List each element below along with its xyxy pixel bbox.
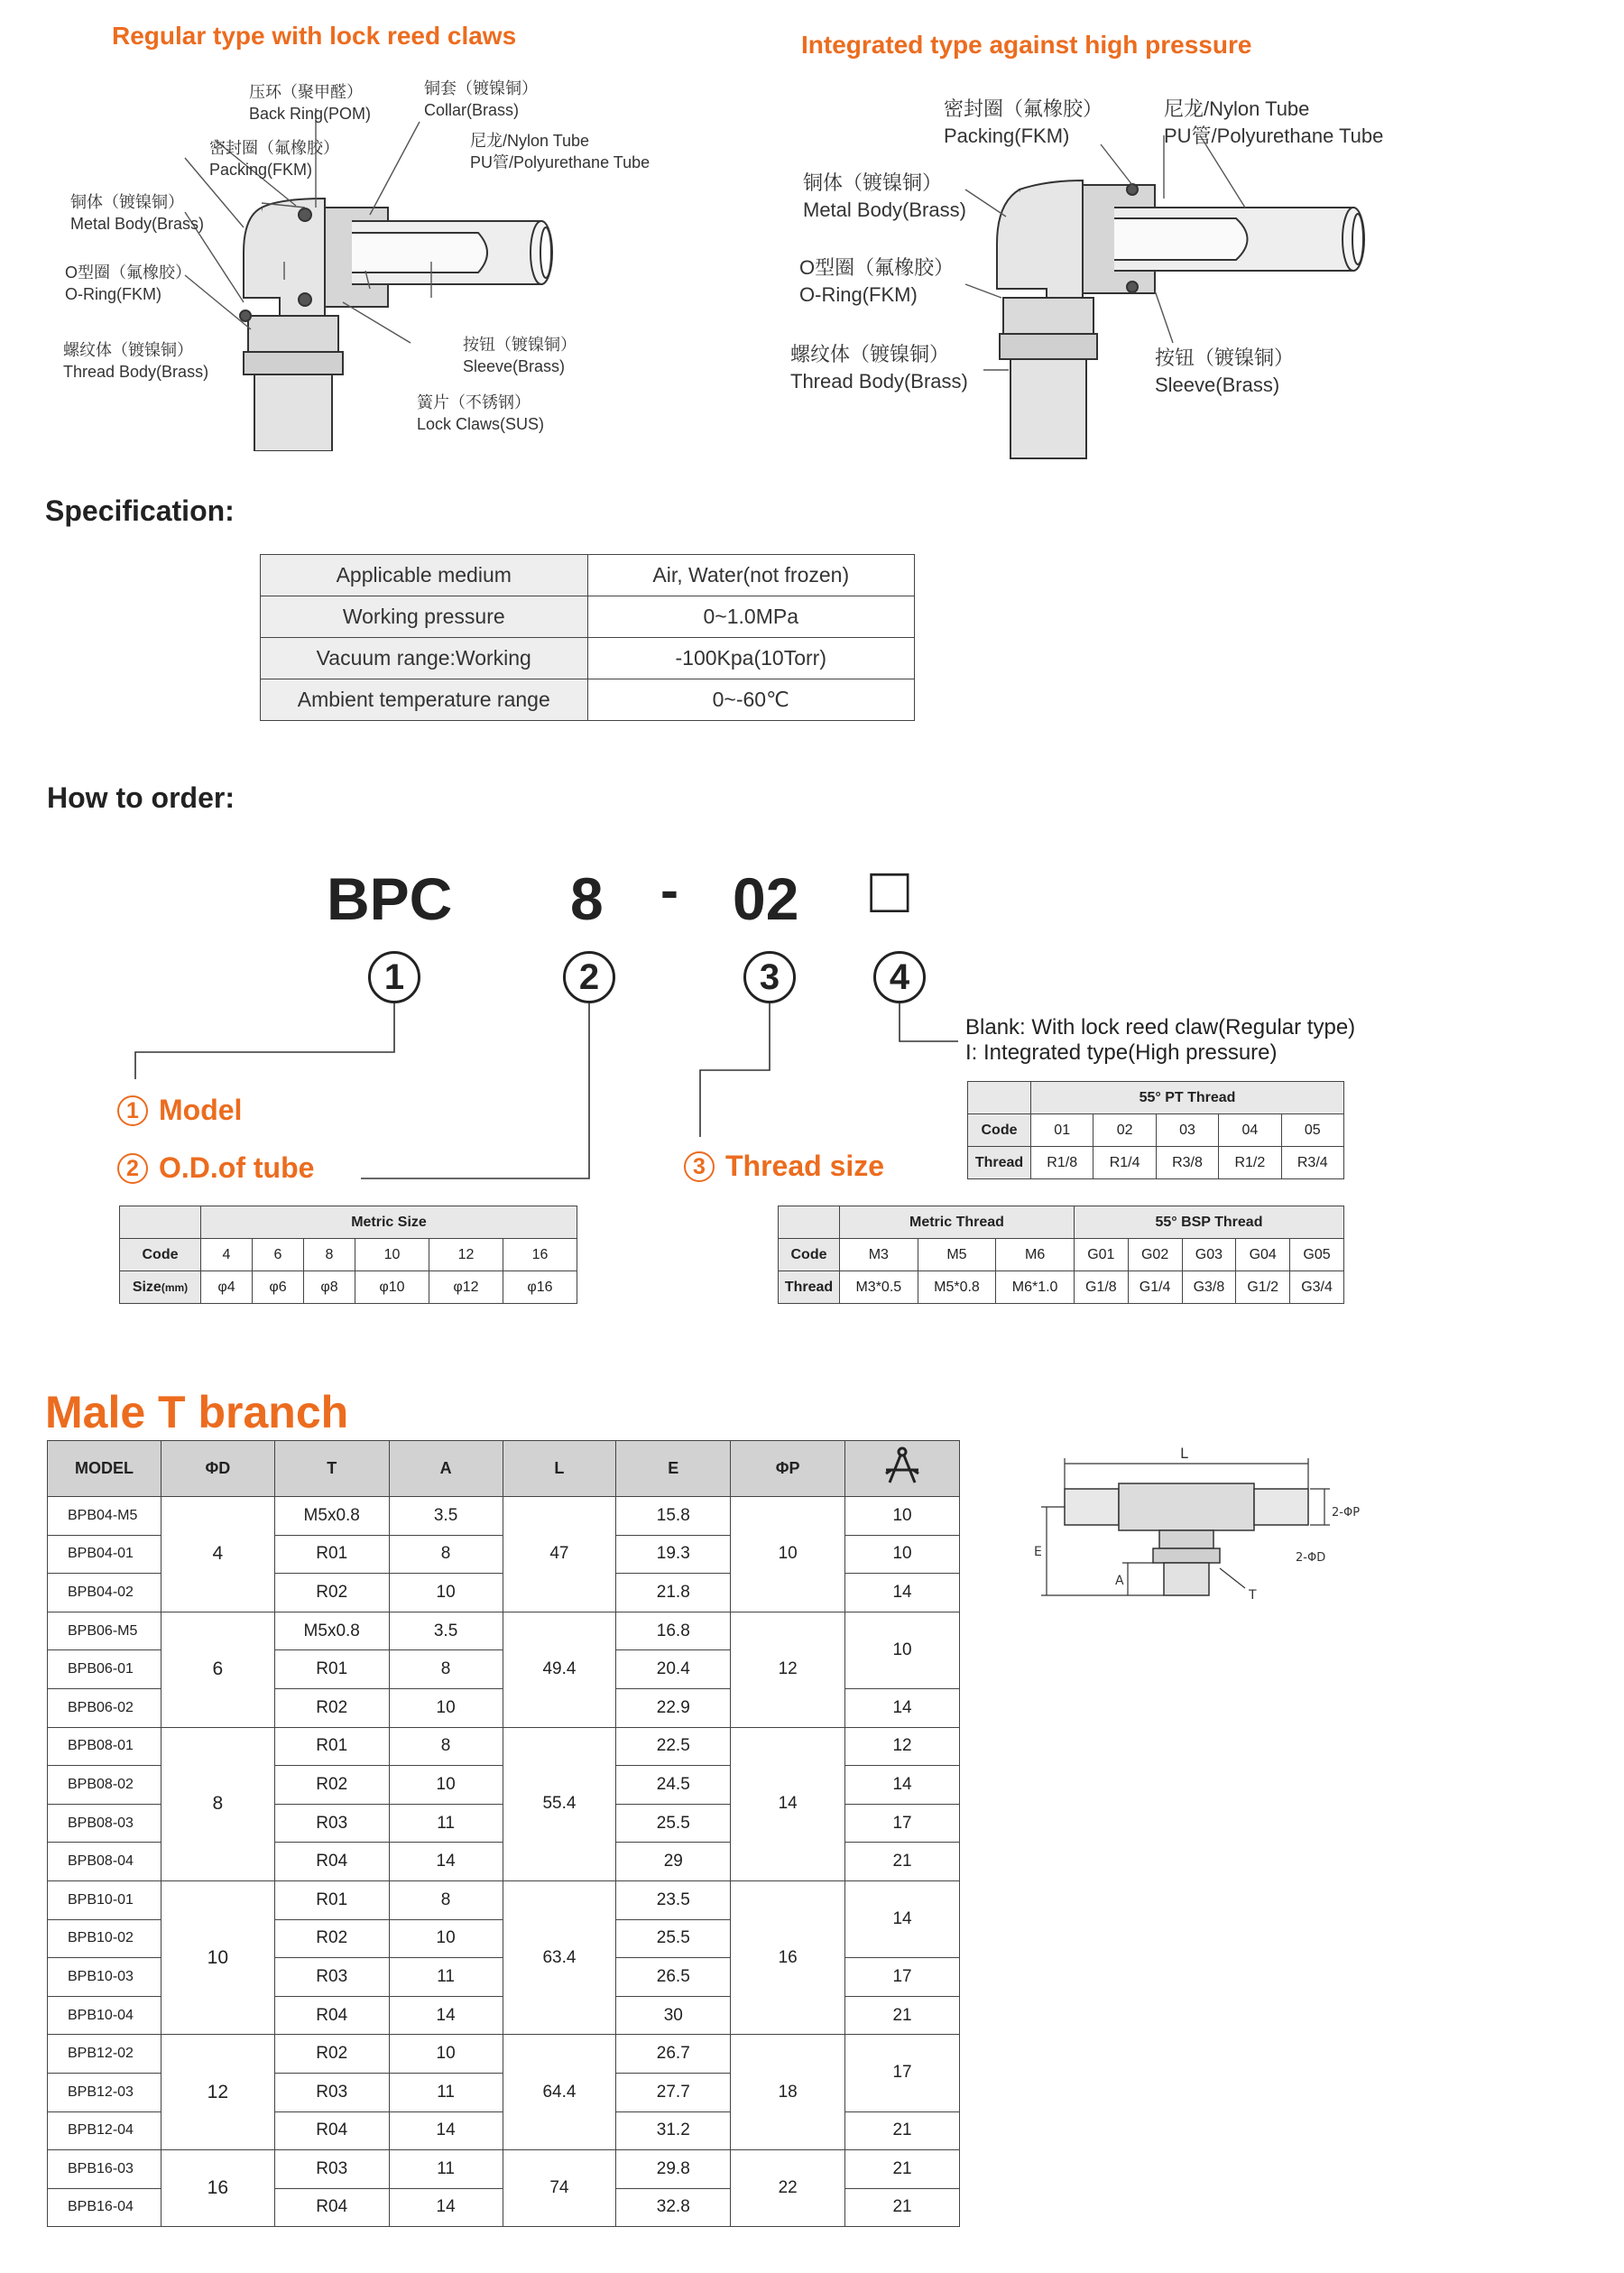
e-cell: 30 [616,1996,731,2035]
order-label-od: 2 O.D.of tube [117,1151,314,1185]
wrench-size-cell: 21 [845,2188,960,2227]
thread-thread-label: Thread [779,1271,840,1304]
pt-thread: R3/8 [1156,1147,1218,1179]
empty-header [968,1082,1031,1114]
p-cell: 18 [731,2035,845,2150]
e-cell: 29 [616,1843,731,1881]
wrench-size-cell: 17 [845,1958,960,1997]
label-packing-right: 密封圈（氟橡胶） Packing(FKM) [944,97,1103,147]
od-size: φ4 [201,1271,253,1304]
model-cell: BPB08-02 [48,1766,161,1805]
label-lock-claws: 簧片（不锈钢） Lock Claws(SUS) [417,393,545,433]
model-cell: BPB06-M5 [48,1612,161,1650]
label-o-ring-right: O型圈（氟橡胶） O-Ring(FKM) [799,256,955,306]
thread-cell: R04 [274,1843,389,1881]
label-tube-right: 尼龙/Nylon Tube PU管/Polyurethane Tube [1164,97,1384,147]
label-thread-body-left: 螺纹体（镀镍铜） Thread Body(Brass) [63,341,209,381]
od-cell: 10 [161,1880,274,2034]
spec-label: Applicable medium [261,555,588,596]
table-row [48,1612,960,1650]
thread-code: M5 [918,1239,996,1271]
order-code-model: BPC [327,865,453,932]
wrench-size-cell: 14 [845,1766,960,1805]
spec-value: -100Kpa(10Torr) [587,638,915,679]
table-row [48,2035,960,2074]
table-row [968,1082,1344,1114]
product-dimension-table [47,1440,960,2227]
order-code-dash: - [660,860,678,920]
wrench-size-cell: 10 [845,1612,960,1688]
order-code-thread: 02 [733,865,799,932]
a-cell: 11 [389,2150,503,2189]
od-size: φ16 [503,1271,577,1304]
e-cell: 21.8 [616,1574,731,1612]
label-collar: 铜套（镀镍铜） Collar(Brass) [424,79,538,119]
bsp-thread-title: 55° BSP Thread [1074,1206,1343,1239]
thread-cell: R04 [274,1996,389,2035]
male-t-branch-dimension-drawing [1029,1444,1389,1633]
spec-label: Ambient temperature range [261,679,588,721]
label-metal-body-right: 铜体（镀镍铜） Metal Body(Brass) [803,171,966,221]
a-cell: 8 [389,1880,503,1919]
e-cell: 20.4 [616,1650,731,1689]
wrench-size-cell: 21 [845,2150,960,2189]
order-label-thread: 3 Thread size [684,1150,884,1183]
table-row [120,1239,577,1271]
thread-code: G01 [1074,1239,1128,1271]
thread-value: M6*1.0 [996,1271,1075,1304]
a-cell: 11 [389,1958,503,1997]
a-cell: 11 [389,2073,503,2111]
order-label-circle-2: 2 [117,1153,148,1184]
thread-code-label: Code [779,1239,840,1271]
pt-code: 05 [1281,1114,1343,1147]
e-cell: 22.5 [616,1727,731,1766]
l-cell: 74 [503,2150,616,2227]
label-metal-body-left: 铜体（镀镍铜） Metal Body(Brass) [70,193,205,233]
thread-cell: M5x0.8 [274,1497,389,1536]
model-cell: BPB04-01 [48,1535,161,1574]
order-code-box: □ [870,855,909,927]
label-sleeve-right: 按钮（镀镍铜） Sleeve(Brass) [1155,346,1295,396]
thread-size-table [778,1206,1344,1304]
od-code-label: Code [120,1239,201,1271]
p-cell: 10 [731,1497,845,1612]
model-cell: BPB04-M5 [48,1497,161,1536]
thread-code: G03 [1182,1239,1236,1271]
dim-label-l: L [1180,1445,1188,1462]
table-row [779,1239,1344,1271]
thread-cell: R03 [274,1958,389,1997]
a-cell: 3.5 [389,1612,503,1650]
model-cell: BPB08-01 [48,1727,161,1766]
a-cell: 10 [389,1766,503,1805]
od-code: 6 [253,1239,304,1271]
wrench-size-cell: 10 [845,1535,960,1574]
od-metric-table [119,1206,577,1304]
pt-code-label: Code [968,1114,1031,1147]
spec-value: Air, Water(not frozen) [587,555,915,596]
table-header-row [48,1441,960,1497]
od-table-title: Metric Size [201,1206,577,1239]
a-cell: 14 [389,2111,503,2150]
specification-title: Specification: [45,494,235,527]
wrench-size-cell: 17 [845,2035,960,2111]
a-cell: 8 [389,1727,503,1766]
thread-cell: R04 [274,2111,389,2150]
empty-header [779,1206,840,1239]
od-code: 4 [201,1239,253,1271]
wrench-size-cell: 21 [845,1996,960,2035]
empty-header [120,1206,201,1239]
model-cell: BPB12-02 [48,2035,161,2074]
table-row [48,1880,960,1919]
thread-cell: R03 [274,1804,389,1843]
model-cell: BPB10-03 [48,1958,161,1997]
p-cell: 12 [731,1612,845,1727]
order-circle-3: 3 [743,951,796,1003]
a-cell: 3.5 [389,1497,503,1536]
header-e: E [616,1441,731,1497]
label-o-ring-left: O型圈（氟橡胶） O-Ring(FKM) [65,263,192,303]
thread-code: G05 [1290,1239,1344,1271]
model-cell: BPB10-02 [48,1919,161,1958]
a-cell: 14 [389,1843,503,1881]
e-cell: 27.7 [616,2073,731,2111]
metric-thread-title: Metric Thread [840,1206,1075,1239]
table-row [120,1271,577,1304]
od-size: φ6 [253,1271,304,1304]
table-row [48,2150,960,2189]
order-note-4-line2: I: Integrated type(High pressure) [965,1040,1278,1065]
thread-value: G1/2 [1236,1271,1290,1304]
od-cell: 4 [161,1497,274,1612]
e-cell: 24.5 [616,1766,731,1805]
p-cell: 16 [731,1880,845,2034]
thread-cell: M5x0.8 [274,1612,389,1650]
model-cell: BPB08-03 [48,1804,161,1843]
model-cell: BPB10-01 [48,1880,161,1919]
od-code: 8 [304,1239,355,1271]
table-row [48,1727,960,1766]
e-cell: 31.2 [616,2111,731,2150]
pt-thread: R1/2 [1219,1147,1281,1179]
e-cell: 26.7 [616,2035,731,2074]
model-cell: BPB16-04 [48,2188,161,2227]
table-row [779,1271,1344,1304]
thread-cell: R02 [274,1919,389,1958]
e-cell: 16.8 [616,1612,731,1650]
thread-cell: R03 [274,2073,389,2111]
table-row [779,1206,1344,1239]
thread-value: M5*0.8 [918,1271,996,1304]
a-cell: 14 [389,1996,503,2035]
pt-thread-title: 55° PT Thread [1031,1082,1344,1114]
table-row [968,1114,1344,1147]
thread-cell: R01 [274,1535,389,1574]
wrench-size-cell: 14 [845,1574,960,1612]
label-packing-left: 密封圈（氟橡胶） Packing(FKM) [209,139,339,179]
pt-code: 03 [1156,1114,1218,1147]
wrench-size-cell: 14 [845,1880,960,1957]
dim-label-p: 2-ΦP [1332,1506,1361,1520]
table-row [48,1497,960,1536]
od-size-label: Size(mm) [120,1271,201,1304]
e-cell: 32.8 [616,2188,731,2227]
dim-label-d: 2-ΦD [1296,1551,1326,1565]
thread-value: G1/8 [1074,1271,1128,1304]
label-back-ring: 压环（聚甲醛） Back Ring(POM) [249,83,372,123]
order-circle-2: 2 [563,951,615,1003]
header-a: A [389,1441,503,1497]
label-tube-left: 尼龙/Nylon Tube PU管/Polyurethane Tube [470,132,651,171]
spec-label: Vacuum range:Working [261,638,588,679]
wrench-hex-size-icon [845,1441,960,1497]
product-title: Male T branch [45,1387,349,1437]
model-cell: BPB04-02 [48,1574,161,1612]
a-cell: 10 [389,1688,503,1727]
model-cell: BPB08-04 [48,1843,161,1881]
dim-label-e: E [1034,1545,1042,1559]
e-cell: 29.8 [616,2150,731,2189]
thread-code: M3 [840,1239,918,1271]
header-model: MODEL [48,1441,161,1497]
table-row [120,1206,577,1239]
label-sleeve-left: 按钮（镀镍铜） Sleeve(Brass) [463,336,577,375]
header-thread: T [274,1441,389,1497]
header-l: L [503,1441,616,1497]
od-cell: 8 [161,1727,274,1880]
thread-cell: R04 [274,2188,389,2227]
od-cell: 6 [161,1612,274,1727]
od-cell: 12 [161,2035,274,2150]
pt-thread: R3/4 [1281,1147,1343,1179]
od-size: φ8 [304,1271,355,1304]
od-size: φ10 [355,1271,429,1304]
header-od: ΦD [161,1441,274,1497]
a-cell: 8 [389,1650,503,1689]
l-cell: 47 [503,1497,616,1612]
wrench-size-cell: 21 [845,1843,960,1881]
order-title: How to order: [47,781,235,814]
e-cell: 25.5 [616,1804,731,1843]
thread-value: M3*0.5 [840,1271,918,1304]
wrench-size-cell: 10 [845,1497,960,1536]
thread-cell: R01 [274,1880,389,1919]
wrench-size-cell: 21 [845,2111,960,2150]
a-cell: 10 [389,2035,503,2074]
wrench-size-cell: 17 [845,1804,960,1843]
model-cell: BPB12-03 [48,2073,161,2111]
model-cell: BPB06-01 [48,1650,161,1689]
a-cell: 10 [389,1919,503,1958]
order-label-circle-1: 1 [117,1095,148,1126]
thread-cell: R02 [274,1574,389,1612]
thread-cell: R02 [274,1766,389,1805]
table-row [968,1147,1344,1179]
od-code: 10 [355,1239,429,1271]
pt-code: 01 [1031,1114,1093,1147]
a-cell: 14 [389,2188,503,2227]
pt-thread-table [967,1081,1344,1179]
wrench-size-cell: 14 [845,1688,960,1727]
thread-code: G02 [1128,1239,1182,1271]
thread-cell: R01 [274,1650,389,1689]
p-cell: 14 [731,1727,845,1880]
od-code: 16 [503,1239,577,1271]
thread-value: G3/4 [1290,1271,1344,1304]
label-thread-body-right: 螺纹体（镀镍铜） Thread Body(Brass) [790,343,968,393]
dim-label-a: A [1115,1574,1124,1588]
spec-label: Working pressure [261,596,588,638]
e-cell: 15.8 [616,1497,731,1536]
thread-code: G04 [1236,1239,1290,1271]
model-cell: BPB12-04 [48,2111,161,2150]
order-circle-4: 4 [873,951,926,1003]
l-cell: 55.4 [503,1727,616,1880]
header-p: ΦP [731,1441,845,1497]
od-cell: 16 [161,2150,274,2227]
order-note-4-line1: Blank: With lock reed claw(Regular type) [965,1015,1356,1039]
e-cell: 23.5 [616,1880,731,1919]
model-cell: BPB10-04 [48,1996,161,2035]
model-cell: BPB16-03 [48,2150,161,2189]
e-cell: 26.5 [616,1958,731,1997]
pt-thread: R1/8 [1031,1147,1093,1179]
pt-thread-label: Thread [968,1147,1031,1179]
diagram-right-title: Integrated type against high pressure [801,31,1252,59]
l-cell: 64.4 [503,2035,616,2150]
order-label-circle-3: 3 [684,1151,715,1182]
pt-code: 04 [1219,1114,1281,1147]
thread-value: G3/8 [1182,1271,1236,1304]
wrench-size-cell: 12 [845,1727,960,1766]
order-code-od: 8 [570,865,604,932]
thread-cell: R03 [274,2150,389,2189]
l-cell: 63.4 [503,1880,616,2034]
od-size: φ12 [429,1271,503,1304]
diagram-left-title: Regular type with lock reed claws [112,22,517,50]
order-label-model: 1 Model [117,1094,242,1127]
thread-cell: R02 [274,1688,389,1727]
spec-value: 0~1.0MPa [587,596,915,638]
thread-cell: R01 [274,1727,389,1766]
a-cell: 8 [389,1535,503,1574]
thread-value: G1/4 [1128,1271,1182,1304]
dim-label-t: T [1249,1588,1257,1603]
od-code: 12 [429,1239,503,1271]
a-cell: 11 [389,1804,503,1843]
l-cell: 49.4 [503,1612,616,1727]
pt-code: 02 [1093,1114,1156,1147]
a-cell: 10 [389,1574,503,1612]
e-cell: 19.3 [616,1535,731,1574]
model-cell: BPB06-02 [48,1688,161,1727]
pt-thread: R1/4 [1093,1147,1156,1179]
e-cell: 22.9 [616,1688,731,1727]
p-cell: 22 [731,2150,845,2227]
e-cell: 25.5 [616,1919,731,1958]
thread-code: M6 [996,1239,1075,1271]
spec-value: 0~-60℃ [587,679,915,721]
thread-cell: R02 [274,2035,389,2074]
order-circle-1: 1 [368,951,420,1003]
